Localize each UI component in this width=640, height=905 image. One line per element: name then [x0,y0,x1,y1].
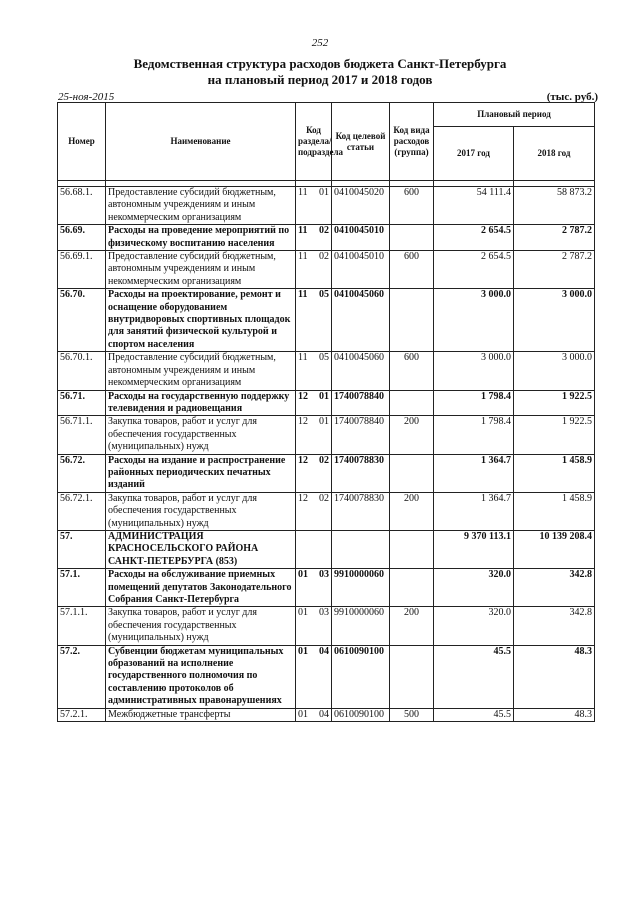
row-type-code: 200 [390,416,434,454]
row-value-2017: 1 798.4 [434,390,514,416]
row-section-code [296,187,332,225]
row-type-code [390,289,434,352]
row-target-code: 0410045060 [332,289,390,352]
subsection-code: 01 [319,416,329,428]
row-value-2018: 3 000.0 [514,289,595,352]
table-row [58,492,595,530]
row-name: Закупка товаров, работ и услуг для обеспечения государственных (муниципальных) нужд [106,607,296,645]
section-code: 11 [298,225,308,237]
row-value-2018: 342.8 [514,607,595,645]
row-section-code [296,454,332,492]
row-section-code [296,530,332,568]
row-name: Закупка товаров, работ и услуг для обеспечения государственных (муниципальных) нужд [106,416,296,454]
row-target-code: 0410045010 [332,225,390,251]
row-name: Расходы на обслуживание приемных помещений депутатов Законодательного Собрания Санкт-Петербурга [106,569,296,607]
row-number: 57.1. [58,569,106,607]
section-code: 01 [298,607,308,619]
header-section-code: Код раздела/ подраздела [296,103,332,181]
row-value-2017: 320.0 [434,569,514,607]
row-number: 57.1.1. [58,607,106,645]
row-number: 57. [58,530,106,568]
header-year-2018: 2018 год [514,127,595,181]
table-row [58,289,595,352]
subsection-code: 05 [319,352,329,364]
section-code: 01 [298,645,308,657]
row-type-code [390,454,434,492]
section-code: 11 [298,251,308,263]
row-value-2018: 1 458.9 [514,454,595,492]
table-row [58,569,595,607]
row-section-code [296,225,332,251]
row-type-code [390,569,434,607]
section-code: 12 [298,492,308,504]
row-value-2017: 3 000.0 [434,352,514,390]
section-code: 11 [298,187,308,198]
section-code: 12 [298,454,308,466]
units-label: (тыс. руб.) [546,91,598,103]
table-row [58,607,595,645]
budget-table [57,102,595,722]
row-value-2018: 2 787.2 [514,225,595,251]
row-number: 56.69. [58,225,106,251]
row-type-code: 200 [390,492,434,530]
row-number: 56.72.1. [58,492,106,530]
subsection-code: 01 [319,187,329,198]
section-code: 12 [298,390,308,402]
page-number: 252 [311,37,329,49]
table-row [58,708,595,721]
row-target-code: 0410045060 [332,352,390,390]
row-value-2018: 1 922.5 [514,390,595,416]
row-value-2017: 1 364.7 [434,492,514,530]
table-row [58,251,595,289]
subsection-code: 02 [319,225,329,237]
row-number: 56.70. [58,289,106,352]
subsection-code: 03 [319,607,329,619]
row-number: 56.72. [58,454,106,492]
row-type-code: 600 [390,352,434,390]
subsection-code: 05 [319,289,329,301]
document-title [0,56,640,88]
row-name: Расходы на проведение мероприятий по физическому воспитанию населения [106,225,296,251]
row-name: Расходы на издание и распространение районных периодических печатных изданий [106,454,296,492]
row-section-code [296,289,332,352]
table-row [58,187,595,225]
section-code: 11 [298,289,308,301]
row-section-code [296,492,332,530]
row-target-code: 1740078830 [332,492,390,530]
section-code: 12 [298,416,308,428]
section-code: 01 [298,708,308,720]
subsection-code: 04 [319,708,329,720]
title-line-1: Ведомственная структура расходов бюджета Санкт-Петербурга [133,56,507,71]
header-planned-period: Плановый период [434,103,595,127]
table-row [58,390,595,416]
row-value-2018: 1 922.5 [514,416,595,454]
row-type-code: 600 [390,187,434,225]
row-name: Межбюджетные трансферты [106,708,296,721]
row-name: Субвенции бюджетам муниципальных образований на исполнение государственного полномочия по составлению протоколов об административных правонарушениях [106,645,296,708]
header-year-2017: 2017 год [434,127,514,181]
row-value-2017: 2 654.5 [434,225,514,251]
row-target-code: 0410045010 [332,251,390,289]
table-row [58,530,595,568]
subsection-code: 01 [319,390,329,402]
row-section-code [296,251,332,289]
row-section-code [296,352,332,390]
row-value-2018: 10 139 208.4 [514,530,595,568]
row-number: 57.2. [58,645,106,708]
row-type-code [390,645,434,708]
row-number: 57.2.1. [58,708,106,721]
row-target-code: 1740078840 [332,416,390,454]
row-target-code [332,530,390,568]
row-section-code [296,708,332,721]
row-number: 56.71.1. [58,416,106,454]
row-type-code [390,225,434,251]
row-value-2018: 58 873.2 [514,187,595,225]
row-value-2018: 48.3 [514,645,595,708]
row-type-code: 500 [390,708,434,721]
row-value-2017: 1 364.7 [434,454,514,492]
row-section-code [296,607,332,645]
row-section-code [296,416,332,454]
table-row [58,645,595,708]
row-value-2018: 1 458.9 [514,492,595,530]
row-value-2017: 3 000.0 [434,289,514,352]
header-name: Наименование [106,103,296,181]
row-value-2018: 48.3 [514,708,595,721]
row-target-code: 9910000060 [332,607,390,645]
row-target-code: 0610090100 [332,645,390,708]
row-name: Закупка товаров, работ и услуг для обеспечения государственных (муниципальных) нужд [106,492,296,530]
row-target-code: 1740078830 [332,454,390,492]
row-type-code [390,390,434,416]
row-name: Предоставление субсидий бюджетным, автономным учреждениям и иным некоммерческим организациям [106,352,296,390]
row-type-code: 600 [390,251,434,289]
subsection-code: 03 [319,569,329,581]
row-value-2018: 2 787.2 [514,251,595,289]
row-section-code [296,390,332,416]
header-target-code: Код целевой статьи [332,103,390,181]
row-name: Предоставление субсидий бюджетным, автономным учреждениям и иным некоммерческим организациям [106,187,296,225]
row-target-code: 9910000060 [332,569,390,607]
section-code: 01 [298,569,308,581]
table-row [58,352,595,390]
title-line-2: на плановый период 2017 и 2018 годов [207,72,433,87]
row-target-code: 1740078840 [332,390,390,416]
table-row [58,225,595,251]
subsection-code: 04 [319,645,329,657]
row-number: 56.70.1. [58,352,106,390]
header-number: Номер [58,103,106,181]
row-name: Предоставление субсидий бюджетным, автономным учреждениям и иным некоммерческим организациям [106,251,296,289]
row-number: 56.69.1. [58,251,106,289]
row-section-code [296,645,332,708]
row-name: Расходы на государственную поддержку телевидения и радиовещания [106,390,296,416]
row-value-2017: 9 370 113.1 [434,530,514,568]
row-value-2017: 2 654.5 [434,251,514,289]
header-type-code: Код вида расходов (группа) [390,103,434,181]
row-type-code [390,530,434,568]
subsection-code: 02 [319,492,329,504]
row-value-2017: 1 798.4 [434,416,514,454]
row-name: АДМИНИСТРАЦИЯ КРАСНОСЕЛЬСКОГО РАЙОНА САНКТ-ПЕТЕРБУРГА (853) [106,530,296,568]
row-number: 56.68.1. [58,187,106,225]
row-value-2017: 45.5 [434,645,514,708]
row-target-code: 0610090100 [332,708,390,721]
section-code: 11 [298,352,308,364]
subsection-code: 02 [319,251,329,263]
row-section-code [296,569,332,607]
row-name: Расходы на проектирование, ремонт и оснащение оборудованием внутридворовых спортивных площадок для занятий физической культурой и спортом населения [106,289,296,352]
row-value-2018: 3 000.0 [514,352,595,390]
row-value-2017: 45.5 [434,708,514,721]
row-value-2017: 320.0 [434,607,514,645]
row-target-code: 0410045020 [332,187,390,225]
table-row [58,454,595,492]
row-value-2017: 54 111.4 [434,187,514,225]
row-number: 56.71. [58,390,106,416]
row-value-2018: 342.8 [514,569,595,607]
row-type-code: 200 [390,607,434,645]
subsection-code: 02 [319,454,329,466]
document-date: 25-ноя-2015 [58,91,115,103]
table-row [58,416,595,454]
